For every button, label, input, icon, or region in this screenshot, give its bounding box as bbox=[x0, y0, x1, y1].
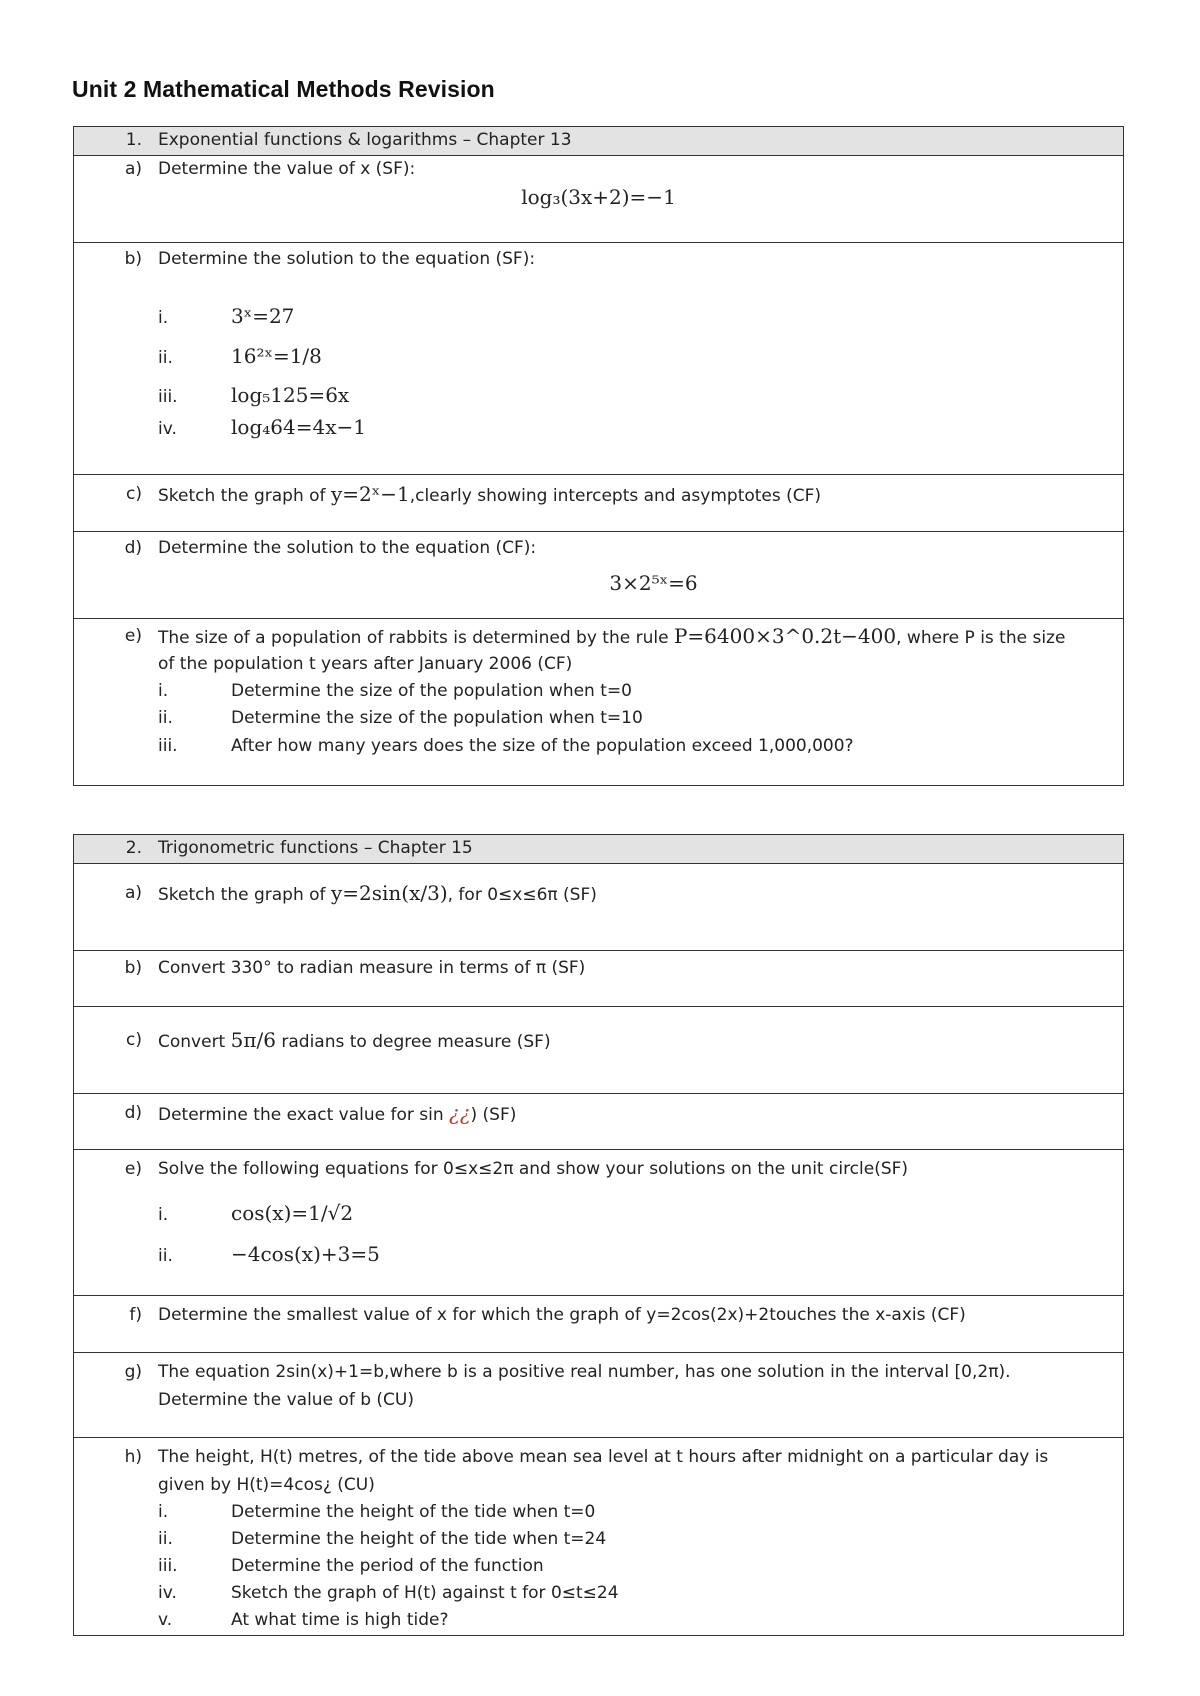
question-label: b) bbox=[124, 249, 142, 269]
sub-item-number: ii. bbox=[158, 1246, 173, 1266]
question-label: d) bbox=[124, 538, 142, 558]
sub-item-number: iii. bbox=[158, 736, 178, 756]
equation-2d: ¿¿ bbox=[449, 1101, 471, 1125]
section-1-table bbox=[73, 126, 1124, 786]
sub-item-text: After how many years does the size of the population exceed 1,000,000? bbox=[231, 736, 854, 756]
sub-item-number: i. bbox=[158, 681, 169, 701]
equation-1b-ii: 16²ˣ=1/8 bbox=[231, 344, 322, 368]
question-1c bbox=[74, 475, 1123, 531]
sub-item-number: i. bbox=[158, 1502, 169, 1522]
question-text-line2: Determine the value of b (CU) bbox=[158, 1390, 414, 1410]
question-text: The size of a population of rabbits is determined by the rule bbox=[158, 628, 669, 648]
equation-1b-iv: log₄64=4x−1 bbox=[231, 415, 366, 439]
equation-2a: y=2sin(x/3) bbox=[330, 881, 448, 905]
question-2c bbox=[74, 1007, 1123, 1093]
equation-2e-i: cos(x)=1/√2 bbox=[231, 1201, 354, 1225]
equation-1e: P=6400×3^0.2t−400 bbox=[673, 624, 897, 648]
sub-item-text: Determine the height of the tide when t=0 bbox=[231, 1502, 596, 1522]
question-label: b) bbox=[124, 958, 142, 978]
question-1b bbox=[74, 243, 1123, 474]
question-label: a) bbox=[124, 883, 142, 903]
question-text: Sketch the graph of bbox=[158, 885, 326, 905]
question-text: The equation 2sin(x)+1=b,where b is a positive real number, has one solution in the interval [0,2π). bbox=[158, 1362, 1011, 1382]
question-text-cont: ,clearly showing intercepts and asymptotes (CF) bbox=[409, 486, 822, 506]
question-label: f) bbox=[129, 1305, 142, 1325]
sub-item-number: ii. bbox=[158, 1529, 173, 1549]
question-2a bbox=[74, 864, 1123, 950]
section-1-header bbox=[74, 127, 1123, 155]
question-2g bbox=[74, 1353, 1123, 1437]
sub-item-text: At what time is high tide? bbox=[231, 1610, 449, 1630]
equation-1a: log₃(3x+2)=−1 bbox=[521, 185, 676, 209]
question-label: c) bbox=[126, 484, 142, 504]
equation-1d: 3×2⁵ˣ=6 bbox=[609, 571, 698, 595]
question-1d bbox=[74, 532, 1123, 618]
question-label: a) bbox=[124, 159, 142, 179]
sub-item-number: i. bbox=[158, 308, 169, 328]
equation-1b-iii: log₅125=6x bbox=[231, 383, 350, 407]
section-2-number: 2. bbox=[125, 838, 142, 858]
sub-item-text: Determine the size of the population when t=0 bbox=[231, 681, 632, 701]
question-label: h) bbox=[124, 1447, 142, 1467]
question-text-cont: , for 0≤x≤6π (SF) bbox=[447, 885, 597, 905]
question-label: d) bbox=[124, 1103, 142, 1123]
sub-item-text: Sketch the graph of H(t) against t for 0≤t≤24 bbox=[231, 1583, 619, 1603]
question-1a bbox=[74, 156, 1123, 242]
sub-item-number: iv. bbox=[158, 1583, 177, 1603]
page-title: Unit 2 Mathematical Methods Revision bbox=[72, 76, 495, 102]
question-text: Determine the exact value for sin bbox=[158, 1105, 444, 1125]
question-label: e) bbox=[124, 1159, 142, 1179]
question-text-cont: , where P is the size bbox=[896, 628, 1066, 648]
sub-item-text: Determine the size of the population when t=10 bbox=[231, 708, 643, 728]
sub-item-number: v. bbox=[158, 1610, 173, 1630]
question-text: Sketch the graph of bbox=[158, 486, 326, 506]
section-1-number: 1. bbox=[125, 130, 142, 150]
question-2d bbox=[74, 1094, 1123, 1149]
question-2h bbox=[74, 1438, 1123, 1635]
question-text: Convert bbox=[158, 1032, 226, 1052]
question-text: Solve the following equations for 0≤x≤2π and show your solutions on the unit circle(SF) bbox=[158, 1159, 909, 1179]
question-text-line2: of the population t years after January 2006 (CF) bbox=[158, 654, 573, 674]
section-2-header bbox=[74, 835, 1123, 863]
section-2-heading: Trigonometric functions – Chapter 15 bbox=[158, 838, 473, 858]
sub-item-number: ii. bbox=[158, 348, 173, 368]
equation-1b-i: 3ˣ=27 bbox=[231, 304, 295, 328]
sub-item-number: i. bbox=[158, 1205, 169, 1225]
question-2f bbox=[74, 1296, 1123, 1352]
sub-item-number: iv. bbox=[158, 419, 177, 439]
question-text-cont: ) (SF) bbox=[470, 1105, 517, 1125]
question-text: Determine the solution to the equation (CF): bbox=[158, 538, 537, 558]
question-2e bbox=[74, 1150, 1123, 1295]
sub-item-text: Determine the period of the function bbox=[231, 1556, 544, 1576]
question-label: e) bbox=[124, 626, 142, 646]
section-1-heading: Exponential functions & logarithms – Chapter 13 bbox=[158, 130, 572, 150]
question-text: Determine the smallest value of x for which the graph of y=2cos(2x)+2touches the x-axis (CF) bbox=[158, 1305, 966, 1325]
sub-item-text: Determine the height of the tide when t=24 bbox=[231, 1529, 607, 1549]
equation-2c: 5π/6 bbox=[230, 1028, 276, 1052]
sub-item-number: ii. bbox=[158, 708, 173, 728]
sub-item-number: iii. bbox=[158, 387, 178, 407]
question-2b bbox=[74, 951, 1123, 1006]
section-2-table bbox=[73, 834, 1124, 1636]
question-text-line2: given by H(t)=4cos¿ (CU) bbox=[158, 1475, 375, 1495]
equation-1c: y=2ˣ−1 bbox=[330, 482, 410, 506]
equation-2e-ii: −4cos(x)+3=5 bbox=[231, 1242, 380, 1266]
question-text: The height, H(t) metres, of the tide above mean sea level at t hours after midnight on a particular day is bbox=[158, 1447, 1049, 1467]
question-label: c) bbox=[126, 1030, 142, 1050]
question-text: Determine the value of x (SF): bbox=[158, 159, 416, 179]
question-text-cont: radians to degree measure (SF) bbox=[281, 1032, 551, 1052]
question-text: Convert 330° to radian measure in terms of π (SF) bbox=[158, 958, 586, 978]
question-label: g) bbox=[124, 1362, 142, 1382]
question-1e bbox=[74, 619, 1123, 785]
sub-item-number: iii. bbox=[158, 1556, 178, 1576]
question-text: Determine the solution to the equation (SF): bbox=[158, 249, 536, 269]
